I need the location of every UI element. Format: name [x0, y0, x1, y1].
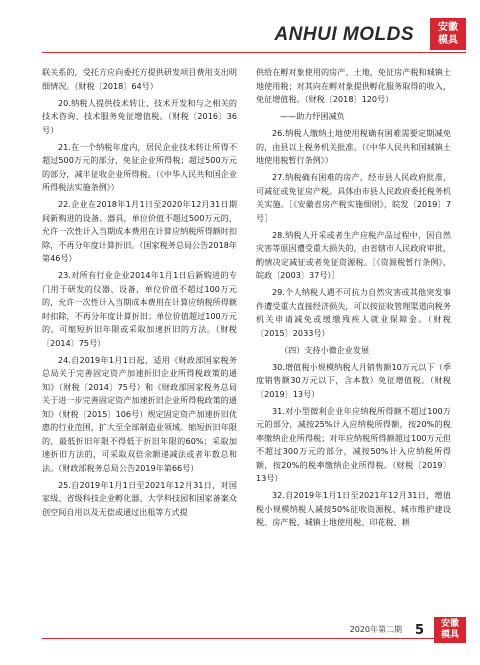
section-heading: （四）支持小微企业发展: [280, 344, 370, 355]
paragraph: 26.纳税人缴纳土地使用税确有困难需要定期减免的，由县以上税务机关批准。（《中华人民共和国城镇土地使用税暂行条例》）: [256, 128, 451, 165]
right-column: [256, 66, 451, 533]
paragraph: 联关系的，受托方应向委托方提供研发项目费用支出明细情况。（财税〔2018〕64号）: [42, 67, 237, 91]
left-column: [42, 66, 237, 523]
magazine-brand: ANHUI MOLDS: [274, 24, 414, 45]
paragraph: 29.个人纳税人遇不可抗力自然灾害或其他突发事件遭受重大直接经济损失，可以按征收管理渠道向税务机关申请减免或缓缴残疾人就业保障金。（财税〔2015〕2033号）: [256, 287, 451, 338]
paragraph: 供给在孵对象使用的房产、土地，免征房产税和城镇土地使用税；对其向在孵对象提供孵化服务取得的收入，免征增值税。（财税〔2018〕120号）: [256, 67, 451, 104]
footer-badge: 安徽 模具: [434, 617, 466, 643]
header-badge: 安徽 模具: [430, 18, 466, 50]
paragraph: 27.纳税确有困难的房产，经市县人民政府批准，可减征或免征房产税。具体由市县人民政府委托税务机关实施。［《安徽省房产税实施细则》，皖发〔2019〕7号］: [256, 172, 451, 223]
paragraph: 32.自2019年1月1日至2021年12月31日，增值税小规模纳税人减按50%征收资源税、城市维护建设税、房产税、城镇土地使用税、印花税、耕: [256, 490, 451, 527]
paragraph: 20.纳税人提供技术转让、技术开发和与之相关的技术咨询、技术服务免征增值税。（财税〔2016〕36号）: [42, 97, 237, 135]
paragraph: 22.企业在2018年1月1日至2020年12月31日期间新购进的设备、器具，单位价值不超过500万元的，允许一次性计入当期成本费用在计算应纳税所得额时扣除，不再分年度计算折旧。（国家税务总局公告2018年第46号）: [42, 199, 237, 263]
page-number: 5: [414, 623, 424, 638]
paragraph: 30.增值税小规模纳税人月销售额10万元以下（季度销售额30万元以下，含本数）免征增值税。（财税〔2019〕13号）: [256, 361, 451, 399]
paragraph: 31.对小型微利企业年应纳税所得额不超过100万元的部分，减按25%计入应纳税所得额，按20%的税率缴纳企业所得税；对年应纳税所得额超过100万元但不超过300万元的部分，减按50%计入应纳税所得额，按20%的税率缴纳企业所得税。（财税〔2019〕13号）: [256, 405, 451, 483]
footer-divider: [42, 638, 466, 639]
header-divider: [42, 52, 466, 53]
paragraph: 28.纳税人开采或者生产应税产品过程中，因自然灾害等原因遭受重大损失的，由省辖市人民政府审批，酌情决定减征或者免征资源税。［《资源税暂行条例》，皖政〔2003〕37号）］: [256, 229, 451, 280]
paragraph: 25.自2019年1月1日至2021年12月31日，对国家级、省级科技企业孵化器、大学科技园和国家备案众创空间自用以及无偿或通过出租等方式提: [42, 479, 237, 517]
paragraph: 24.自2019年1月1日起，适用《财政部国家税务总局关于完善固定资产加速折旧企业所得税政策的通知》（财税〔2014〕75号）和《财政部国家税务总局关于进一步完善固定资产加速折旧企业所得税政策的通知》（财税〔2015〕106号）规定固定资产加速折旧优惠的行业范围，扩大至全部制造业领域。缩短折旧年限的，最低折旧年限不得低于折旧年限的60%；采取加速折旧方法的，可采取双倍余额递减法或者年数总和法。（财政部税务总局公告2019年第66号）: [42, 354, 237, 473]
section-heading: ——助力纾困减负: [280, 111, 345, 121]
issue-label: 2020年第二期: [349, 625, 402, 634]
paragraph: 23.对所有行业企业2014年1月1日后新购进的专门用于研发的仪器、设备，单位价值不超过100万元的，允许一次性计入当期成本费用在计算应纳税所得额时扣除，不再分年度计算折旧；单位价值超过100万元的，可缩短折旧年限或采取加速折旧的方法。（财税〔2014〕75号）: [42, 270, 237, 348]
paragraph: 21.在一个纳税年度内，居民企业技术转让所得不超过500万元的部分，免征企业所得税；超过500万元的部分，减半征收企业所得税。（《中华人民共和国企业所得税法实施条例》）: [42, 141, 237, 192]
